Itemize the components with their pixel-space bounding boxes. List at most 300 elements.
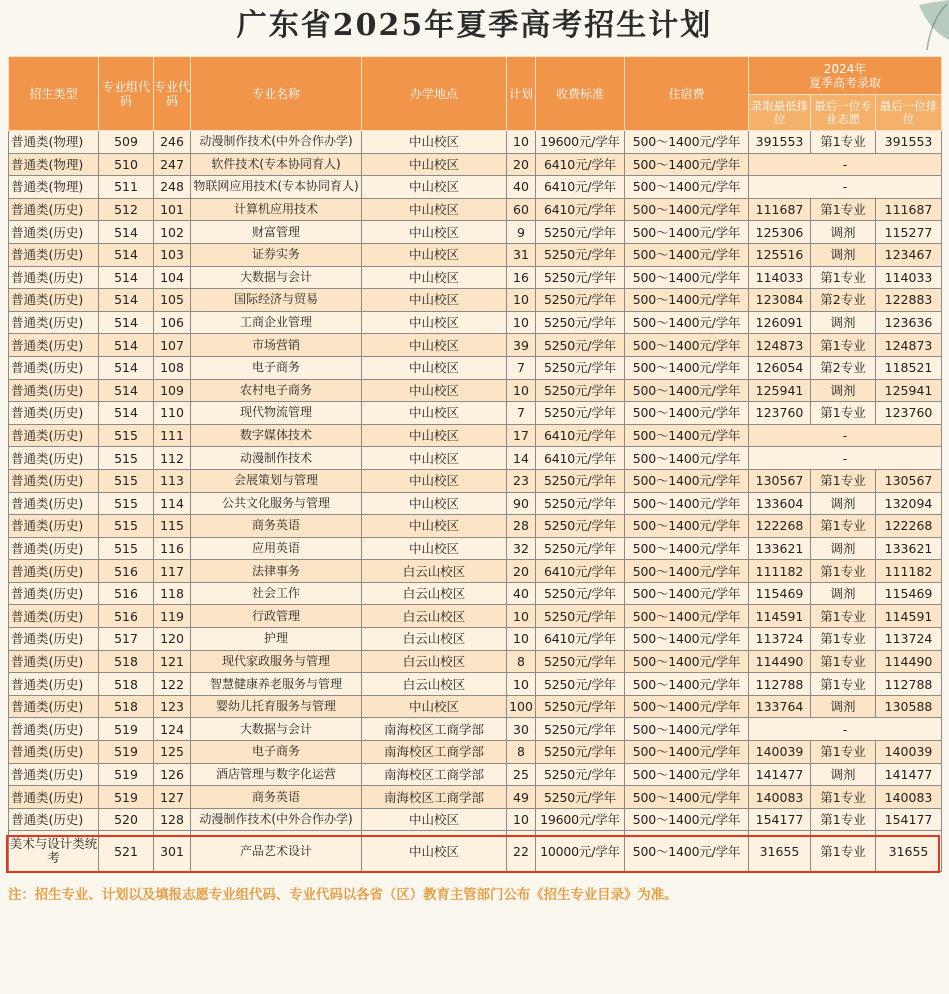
cell-last-choice: -	[749, 424, 942, 447]
cell-type: 普通类(历史)	[9, 537, 99, 560]
header-major-name: 专业名称	[191, 57, 362, 131]
cell-major-name: 物联网应用技术(专本协同育人)	[191, 176, 362, 199]
header-lodging: 住宿费	[625, 57, 749, 131]
cell-min-rank: 111182	[749, 560, 811, 583]
cell-last-rank: 125941	[876, 379, 942, 402]
table-row	[9, 560, 942, 583]
cell-major-name: 商务英语	[191, 515, 362, 538]
cell-lodging: 500～1400元/学年	[625, 560, 749, 583]
cell-group-code: 514	[99, 311, 154, 334]
cell-plan: 10	[507, 673, 536, 696]
cell-last-rank: 123760	[876, 402, 942, 425]
cell-last-choice: 第1专业	[811, 628, 876, 651]
cell-group-code: 514	[99, 221, 154, 244]
cell-major-name: 工商企业管理	[191, 311, 362, 334]
cell-last-choice: 第1专业	[811, 605, 876, 628]
cell-type: 普通类(历史)	[9, 356, 99, 379]
cell-type: 普通类(历史)	[9, 492, 99, 515]
cell-tuition: 5250元/学年	[536, 718, 625, 741]
cell-major-code: 103	[154, 243, 191, 266]
cell-last-choice: 第1专业	[811, 131, 876, 154]
cell-last-rank: 391553	[876, 131, 942, 154]
cell-type: 普通类(历史)	[9, 469, 99, 492]
cell-min-rank: 133764	[749, 695, 811, 718]
cell-min-rank: 114033	[749, 266, 811, 289]
cell-lodging: 500～1400元/学年	[625, 786, 749, 809]
cell-tuition: 5250元/学年	[536, 650, 625, 673]
cell-major-name: 动漫制作技术(中外合作办学)	[191, 131, 362, 154]
cell-last-rank: 115277	[876, 221, 942, 244]
cell-type: 普通类(历史)	[9, 334, 99, 357]
cell-last-choice: 第1专业	[811, 266, 876, 289]
cell-type: 普通类(历史)	[9, 402, 99, 425]
table-row	[9, 198, 942, 221]
cell-lodging: 500～1400元/学年	[625, 695, 749, 718]
cell-type: 普通类(物理)	[9, 153, 99, 176]
cell-group-code: 509	[99, 131, 154, 154]
cell-tuition: 5250元/学年	[536, 402, 625, 425]
cell-group-code: 515	[99, 447, 154, 470]
cell-major-code: 108	[154, 356, 191, 379]
cell-plan: 49	[507, 786, 536, 809]
cell-lodging: 500～1400元/学年	[625, 515, 749, 538]
cell-min-rank: 115469	[749, 582, 811, 605]
cell-last-rank: 130567	[876, 469, 942, 492]
cell-tuition: 6410元/学年	[536, 560, 625, 583]
cell-major-code: 248	[154, 176, 191, 199]
cell-lodging: 500～1400元/学年	[625, 650, 749, 673]
cell-last-choice: -	[749, 176, 942, 199]
cell-plan: 40	[507, 176, 536, 199]
cell-last-choice: 调剂	[811, 763, 876, 786]
cell-campus: 中山校区	[362, 311, 507, 334]
cell-group-code: 521	[99, 831, 154, 872]
cell-major-name: 酒店管理与数字化运营	[191, 763, 362, 786]
cell-last-choice: 第1专业	[811, 198, 876, 221]
cell-plan: 7	[507, 356, 536, 379]
table-row	[9, 808, 942, 831]
cell-min-rank: 123760	[749, 402, 811, 425]
cell-group-code: 514	[99, 356, 154, 379]
cell-type: 普通类(历史)	[9, 650, 99, 673]
cell-major-code: 116	[154, 537, 191, 560]
cell-last-choice: 第2专业	[811, 289, 876, 312]
cell-type: 普通类(历史)	[9, 198, 99, 221]
cell-plan: 22	[507, 831, 536, 872]
cell-type: 普通类(历史)	[9, 808, 99, 831]
cell-last-choice: 第1专业	[811, 334, 876, 357]
cell-min-rank: 130567	[749, 469, 811, 492]
table-row	[9, 650, 942, 673]
cell-group-code: 515	[99, 515, 154, 538]
header-last-choice: 最后一位专业志愿	[811, 95, 876, 131]
cell-tuition: 5250元/学年	[536, 786, 625, 809]
cell-last-rank: 113724	[876, 628, 942, 651]
cell-major-code: 114	[154, 492, 191, 515]
cell-tuition: 5250元/学年	[536, 763, 625, 786]
cell-lodging: 500～1400元/学年	[625, 831, 749, 872]
cell-last-choice: 第1专业	[811, 741, 876, 764]
cell-plan: 10	[507, 808, 536, 831]
cell-tuition: 5250元/学年	[536, 379, 625, 402]
cell-campus: 中山校区	[362, 537, 507, 560]
cell-last-rank: 114591	[876, 605, 942, 628]
table-row	[9, 786, 942, 809]
cell-lodging: 500～1400元/学年	[625, 289, 749, 312]
cell-plan: 90	[507, 492, 536, 515]
cell-min-rank: 31655	[749, 831, 811, 872]
cell-plan: 10	[507, 131, 536, 154]
cell-plan: 7	[507, 402, 536, 425]
cell-min-rank: 133604	[749, 492, 811, 515]
cell-last-rank: 114490	[876, 650, 942, 673]
cell-campus: 中山校区	[362, 424, 507, 447]
table-row	[9, 537, 942, 560]
cell-tuition: 5250元/学年	[536, 515, 625, 538]
cell-min-rank: 122268	[749, 515, 811, 538]
cell-group-code: 516	[99, 605, 154, 628]
header-admission-2024	[749, 57, 942, 95]
cell-lodging: 500～1400元/学年	[625, 153, 749, 176]
header-type: 招生类型	[9, 57, 99, 131]
cell-plan: 31	[507, 243, 536, 266]
table-row	[9, 763, 942, 786]
cell-type: 普通类(历史)	[9, 582, 99, 605]
cell-type: 普通类(历史)	[9, 266, 99, 289]
cell-last-choice: 第1专业	[811, 650, 876, 673]
cell-major-name: 大数据与会计	[191, 718, 362, 741]
cell-type: 普通类(历史)	[9, 741, 99, 764]
table-row	[9, 311, 942, 334]
cell-tuition: 5250元/学年	[536, 741, 625, 764]
cell-campus: 南海校区工商学部	[362, 718, 507, 741]
cell-campus: 中山校区	[362, 176, 507, 199]
cell-lodging: 500～1400元/学年	[625, 628, 749, 651]
table-row	[9, 447, 942, 470]
cell-tuition: 19600元/学年	[536, 131, 625, 154]
cell-plan: 28	[507, 515, 536, 538]
cell-major-code: 120	[154, 628, 191, 651]
cell-lodging: 500～1400元/学年	[625, 605, 749, 628]
cell-group-code: 515	[99, 492, 154, 515]
cell-major-code: 126	[154, 763, 191, 786]
cell-tuition: 19600元/学年	[536, 808, 625, 831]
cell-campus: 白云山校区	[362, 650, 507, 673]
cell-last-choice: 调剂	[811, 221, 876, 244]
cell-tuition: 5250元/学年	[536, 492, 625, 515]
cell-last-rank: 141477	[876, 763, 942, 786]
cell-campus: 中山校区	[362, 492, 507, 515]
cell-plan: 10	[507, 289, 536, 312]
cell-tuition: 5250元/学年	[536, 289, 625, 312]
cell-tuition: 5250元/学年	[536, 334, 625, 357]
cell-campus: 中山校区	[362, 469, 507, 492]
enrollment-plan-table	[8, 56, 942, 872]
cell-plan: 60	[507, 198, 536, 221]
cell-group-code: 510	[99, 153, 154, 176]
cell-min-rank: 114490	[749, 650, 811, 673]
cell-group-code: 514	[99, 334, 154, 357]
cell-campus: 南海校区工商学部	[362, 786, 507, 809]
cell-campus: 中山校区	[362, 447, 507, 470]
table-row	[9, 673, 942, 696]
cell-major-code: 101	[154, 198, 191, 221]
cell-tuition: 5250元/学年	[536, 311, 625, 334]
cell-plan: 10	[507, 379, 536, 402]
cell-lodging: 500～1400元/学年	[625, 447, 749, 470]
cell-campus: 中山校区	[362, 402, 507, 425]
cell-major-name: 现代物流管理	[191, 402, 362, 425]
cell-last-rank: 118521	[876, 356, 942, 379]
cell-campus: 中山校区	[362, 356, 507, 379]
cell-min-rank: 125516	[749, 243, 811, 266]
cell-major-name: 电子商务	[191, 356, 362, 379]
cell-major-name: 护理	[191, 628, 362, 651]
table-row	[9, 582, 942, 605]
cell-major-code: 111	[154, 424, 191, 447]
cell-last-rank: 122268	[876, 515, 942, 538]
cell-last-choice: 调剂	[811, 537, 876, 560]
cell-tuition: 5250元/学年	[536, 605, 625, 628]
cell-major-code: 115	[154, 515, 191, 538]
cell-plan: 20	[507, 153, 536, 176]
cell-plan: 39	[507, 334, 536, 357]
table-row	[9, 402, 942, 425]
cell-major-name: 国际经济与贸易	[191, 289, 362, 312]
cell-lodging: 500～1400元/学年	[625, 808, 749, 831]
cell-major-code: 124	[154, 718, 191, 741]
table-row	[9, 334, 942, 357]
cell-major-name: 数字媒体技术	[191, 424, 362, 447]
cell-plan: 10	[507, 311, 536, 334]
cell-campus: 中山校区	[362, 379, 507, 402]
table-row	[9, 718, 942, 741]
cell-type: 普通类(历史)	[9, 695, 99, 718]
table-row	[9, 469, 942, 492]
cell-group-code: 517	[99, 628, 154, 651]
cell-major-code: 123	[154, 695, 191, 718]
cell-last-rank: 133621	[876, 537, 942, 560]
cell-major-name: 大数据与会计	[191, 266, 362, 289]
cell-plan: 10	[507, 628, 536, 651]
cell-tuition: 5250元/学年	[536, 582, 625, 605]
cell-last-choice: 调剂	[811, 379, 876, 402]
cell-group-code: 512	[99, 198, 154, 221]
table-row	[9, 221, 942, 244]
cell-last-rank: 114033	[876, 266, 942, 289]
cell-min-rank: 126054	[749, 356, 811, 379]
cell-group-code: 514	[99, 402, 154, 425]
table-row	[9, 492, 942, 515]
cell-campus: 中山校区	[362, 266, 507, 289]
cell-last-rank: 154177	[876, 808, 942, 831]
cell-major-name: 市场营销	[191, 334, 362, 357]
cell-group-code: 516	[99, 582, 154, 605]
cell-group-code: 515	[99, 537, 154, 560]
table-row	[9, 424, 942, 447]
cell-min-rank: 112788	[749, 673, 811, 696]
table-row	[9, 831, 942, 872]
cell-type: 普通类(历史)	[9, 763, 99, 786]
cell-last-choice: 第1专业	[811, 402, 876, 425]
header-last-rank: 最后一位排位	[876, 95, 942, 131]
cell-last-choice: 调剂	[811, 695, 876, 718]
cell-major-code: 106	[154, 311, 191, 334]
cell-group-code: 519	[99, 718, 154, 741]
cell-type: 普通类(历史)	[9, 786, 99, 809]
cell-tuition: 5250元/学年	[536, 673, 625, 696]
cell-type: 普通类(历史)	[9, 605, 99, 628]
cell-lodging: 500～1400元/学年	[625, 537, 749, 560]
cell-tuition: 5250元/学年	[536, 243, 625, 266]
cell-plan: 23	[507, 469, 536, 492]
cell-major-code: 128	[154, 808, 191, 831]
cell-group-code: 520	[99, 808, 154, 831]
cell-major-code: 301	[154, 831, 191, 872]
cell-major-name: 社会工作	[191, 582, 362, 605]
cell-last-rank: 122883	[876, 289, 942, 312]
cell-major-code: 105	[154, 289, 191, 312]
cell-major-name: 财富管理	[191, 221, 362, 244]
header-min-rank: 录取最低排位	[749, 95, 811, 131]
cell-last-choice: 第1专业	[811, 515, 876, 538]
cell-major-code: 117	[154, 560, 191, 583]
cell-major-code: 104	[154, 266, 191, 289]
cell-last-choice: -	[749, 153, 942, 176]
cell-group-code: 515	[99, 469, 154, 492]
cell-last-choice: 调剂	[811, 492, 876, 515]
cell-last-choice: 第1专业	[811, 786, 876, 809]
cell-min-rank: 125941	[749, 379, 811, 402]
cell-group-code: 518	[99, 650, 154, 673]
cell-campus: 南海校区工商学部	[362, 763, 507, 786]
cell-type: 普通类(历史)	[9, 447, 99, 470]
header-admission-year: 2024年	[823, 61, 867, 76]
cell-lodging: 500～1400元/学年	[625, 469, 749, 492]
cell-plan: 10	[507, 605, 536, 628]
cell-type: 美术与设计类统考	[9, 831, 99, 872]
cell-tuition: 10000元/学年	[536, 831, 625, 872]
cell-last-rank: 130588	[876, 695, 942, 718]
cell-campus: 白云山校区	[362, 582, 507, 605]
cell-campus: 白云山校区	[362, 673, 507, 696]
cell-lodging: 500～1400元/学年	[625, 356, 749, 379]
table-row	[9, 741, 942, 764]
cell-major-code: 247	[154, 153, 191, 176]
cell-last-choice: 第1专业	[811, 469, 876, 492]
cell-major-name: 智慧健康养老服务与管理	[191, 673, 362, 696]
cell-group-code: 518	[99, 695, 154, 718]
cell-min-rank: 123084	[749, 289, 811, 312]
cell-last-choice: 调剂	[811, 243, 876, 266]
cell-campus: 中山校区	[362, 515, 507, 538]
cell-plan: 20	[507, 560, 536, 583]
cell-plan: 25	[507, 763, 536, 786]
cell-lodging: 500～1400元/学年	[625, 334, 749, 357]
table-row	[9, 266, 942, 289]
cell-campus: 中山校区	[362, 695, 507, 718]
cell-major-name: 会展策划与管理	[191, 469, 362, 492]
cell-campus: 中山校区	[362, 243, 507, 266]
cell-major-name: 动漫制作技术(中外合作办学)	[191, 808, 362, 831]
cell-tuition: 6410元/学年	[536, 628, 625, 651]
header-major-code: 专业代码	[154, 57, 191, 131]
table-row	[9, 289, 942, 312]
cell-type: 普通类(历史)	[9, 221, 99, 244]
cell-tuition: 5250元/学年	[536, 356, 625, 379]
cell-major-code: 119	[154, 605, 191, 628]
cell-major-name: 现代家政服务与管理	[191, 650, 362, 673]
cell-lodging: 500～1400元/学年	[625, 492, 749, 515]
cell-type: 普通类(历史)	[9, 718, 99, 741]
cell-major-code: 118	[154, 582, 191, 605]
cell-last-choice: 第1专业	[811, 673, 876, 696]
cell-min-rank: 141477	[749, 763, 811, 786]
cell-plan: 8	[507, 741, 536, 764]
cell-group-code: 519	[99, 763, 154, 786]
cell-campus: 白云山校区	[362, 560, 507, 583]
cell-type: 普通类(历史)	[9, 243, 99, 266]
cell-group-code: 514	[99, 243, 154, 266]
cell-last-rank: 112788	[876, 673, 942, 696]
cell-type: 普通类(历史)	[9, 560, 99, 583]
cell-major-code: 110	[154, 402, 191, 425]
cell-campus: 白云山校区	[362, 628, 507, 651]
cell-campus: 中山校区	[362, 334, 507, 357]
cell-major-code: 127	[154, 786, 191, 809]
cell-plan: 16	[507, 266, 536, 289]
cell-major-name: 电子商务	[191, 741, 362, 764]
cell-campus: 中山校区	[362, 831, 507, 872]
cell-type: 普通类(历史)	[9, 424, 99, 447]
cell-major-name: 应用英语	[191, 537, 362, 560]
cell-plan: 14	[507, 447, 536, 470]
cell-lodging: 500～1400元/学年	[625, 243, 749, 266]
cell-last-choice: 调剂	[811, 311, 876, 334]
cell-last-choice: -	[749, 718, 942, 741]
cell-major-code: 121	[154, 650, 191, 673]
cell-plan: 8	[507, 650, 536, 673]
cell-campus: 中山校区	[362, 198, 507, 221]
table-row	[9, 628, 942, 651]
cell-campus: 中山校区	[362, 153, 507, 176]
cell-major-name: 产品艺术设计	[191, 831, 362, 872]
cell-min-rank: 113724	[749, 628, 811, 651]
cell-plan: 30	[507, 718, 536, 741]
cell-type: 普通类(历史)	[9, 515, 99, 538]
cell-lodging: 500～1400元/学年	[625, 221, 749, 244]
cell-major-code: 122	[154, 673, 191, 696]
cell-campus: 南海校区工商学部	[362, 741, 507, 764]
cell-lodging: 500～1400元/学年	[625, 718, 749, 741]
cell-min-rank: 111687	[749, 198, 811, 221]
cell-major-name: 农村电子商务	[191, 379, 362, 402]
cell-lodging: 500～1400元/学年	[625, 176, 749, 199]
cell-lodging: 500～1400元/学年	[625, 198, 749, 221]
cell-major-name: 证券实务	[191, 243, 362, 266]
cell-last-rank: 115469	[876, 582, 942, 605]
table-row	[9, 176, 942, 199]
cell-major-name: 公共文化服务与管理	[191, 492, 362, 515]
table-row	[9, 605, 942, 628]
cell-last-choice: 第1专业	[811, 831, 876, 872]
cell-plan: 17	[507, 424, 536, 447]
table-row	[9, 695, 942, 718]
cell-type: 普通类(历史)	[9, 311, 99, 334]
cell-last-rank: 31655	[876, 831, 942, 872]
table-row	[9, 379, 942, 402]
cell-campus: 白云山校区	[362, 605, 507, 628]
